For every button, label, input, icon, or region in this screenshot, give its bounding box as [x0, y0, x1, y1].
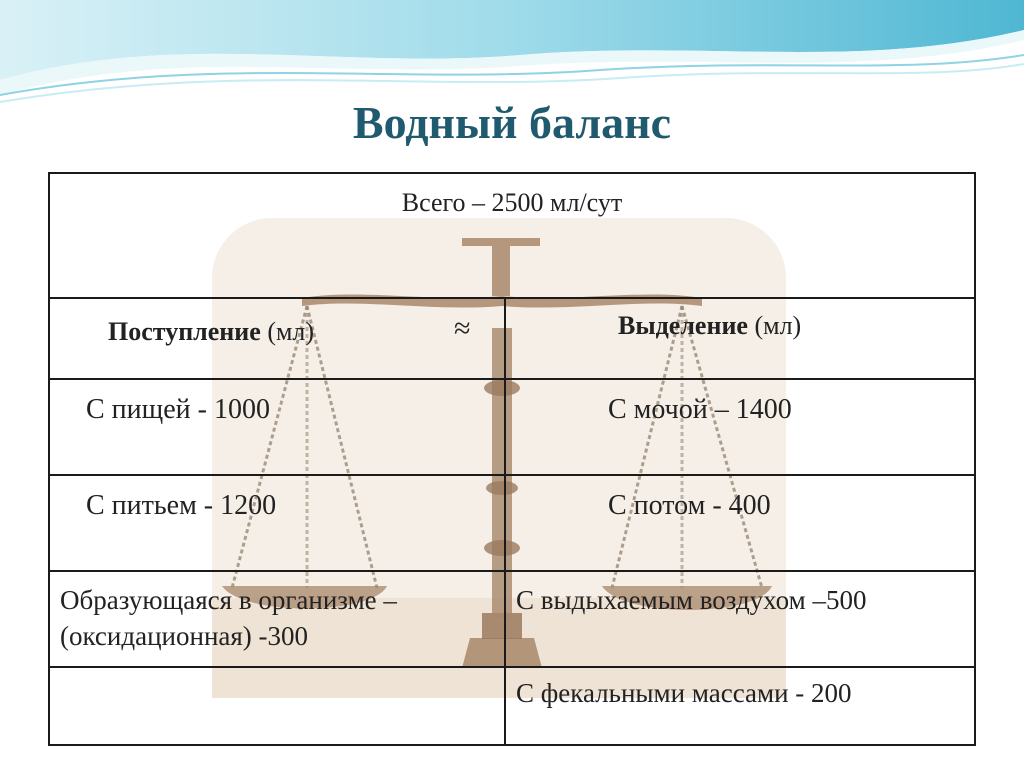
total-text: Всего – 2500 мл/сут: [401, 188, 623, 217]
output-cell: [505, 571, 975, 667]
intake-value: [60, 582, 504, 654]
output-cell: [505, 475, 975, 571]
water-balance-table: [48, 172, 976, 746]
intake-header-unit: (мл): [260, 317, 315, 346]
output-value: С фекальными массами - 200: [516, 678, 852, 708]
approx-symbol: ≈: [454, 312, 471, 345]
table-row: [49, 475, 975, 571]
intake-value: С питьем - 1200: [86, 490, 277, 521]
total-cell: [49, 173, 975, 298]
output-header: [618, 311, 974, 341]
intake-value: С пищей - 1000: [86, 394, 270, 425]
table-row: [49, 667, 975, 745]
intake-value-line1: Образующаяся в организме –: [60, 585, 397, 615]
output-header-cell: [505, 298, 975, 379]
output-cell: [505, 667, 975, 745]
output-header-label: Выделение: [618, 311, 748, 340]
intake-value-line2: (оксидационная) -300: [60, 621, 309, 651]
table-row: [49, 571, 975, 667]
table-row: [49, 379, 975, 475]
output-value: С выдыхаемым воздухом –500: [516, 585, 867, 615]
output-value: С потом - 400: [608, 490, 771, 521]
wave-decoration: [0, 0, 1024, 110]
slide-title: Водный баланс: [352, 97, 672, 148]
intake-header: [108, 317, 504, 347]
output-value: С мочой – 1400: [608, 394, 792, 425]
intake-cell: [49, 475, 505, 571]
table-row: [49, 173, 975, 298]
intake-header-cell: [49, 298, 505, 379]
table-row: [49, 298, 975, 379]
output-cell: [505, 379, 975, 475]
intake-cell: [49, 571, 505, 667]
intake-cell: [49, 379, 505, 475]
intake-cell: [49, 667, 505, 745]
intake-header-label: Поступление: [108, 317, 261, 346]
output-header-unit: (мл): [747, 311, 802, 340]
